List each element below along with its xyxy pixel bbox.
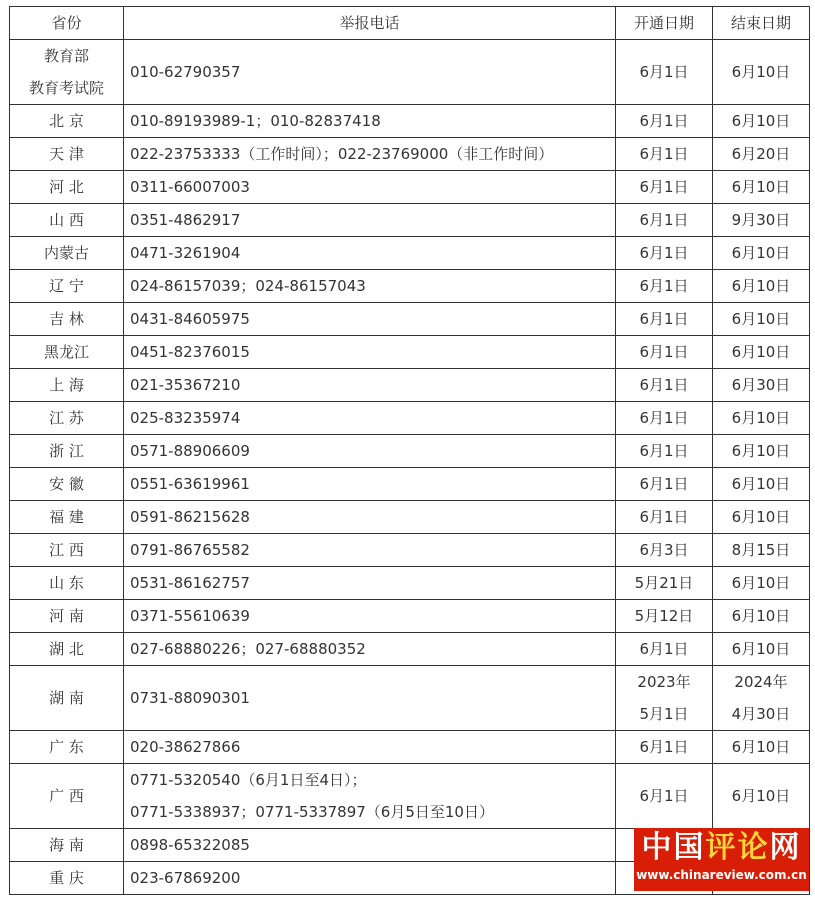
province-cell: 广 西 — [10, 764, 124, 829]
start-date-cell: 6月3日 — [616, 534, 713, 567]
start-date-cell: 6月1日 — [616, 270, 713, 303]
start-date-cell: 6月1日 — [616, 435, 713, 468]
province-cell-line: 教育部 — [43, 47, 89, 65]
table-row — [10, 666, 810, 731]
end-date-cell: 6月20日 — [713, 138, 810, 171]
table-row — [10, 105, 810, 138]
end-date-cell: 6月10日 — [713, 567, 810, 600]
start-date-cell: 6月1日 — [616, 105, 713, 138]
table-row — [10, 402, 810, 435]
end-date-cell — [713, 666, 810, 731]
phone-cell-line: 0771-5320540（6月1日至4日）； — [130, 771, 367, 789]
province-cell: 北 京 — [10, 105, 124, 138]
start-date-cell: 6月1日 — [616, 336, 713, 369]
table-row — [10, 40, 810, 105]
phone-cell: 025-83235974 — [124, 402, 616, 435]
phone-cell: 0351-4862917 — [124, 204, 616, 237]
end-date-cell: 6月30日 — [713, 369, 810, 402]
start-date-cell: 6月1日 — [616, 171, 713, 204]
watermark-url: www.chinareview.com.cn — [636, 868, 807, 882]
start-date-cell: 6月1日 — [616, 369, 713, 402]
table-row — [10, 468, 810, 501]
phone-cell: 021-35367210 — [124, 369, 616, 402]
table-row — [10, 171, 810, 204]
phone-cell: 010-62790357 — [124, 40, 616, 105]
table-row — [10, 303, 810, 336]
phone-cell: 0531-86162757 — [124, 567, 616, 600]
start-date-cell: 6月1日 — [616, 402, 713, 435]
phone-cell: 0731-88090301 — [124, 666, 616, 731]
province-cell: 吉 林 — [10, 303, 124, 336]
header-province: 省份 — [10, 7, 124, 40]
start-date-cell: 6月1日 — [616, 633, 713, 666]
end-date-cell: 6月10日 — [713, 633, 810, 666]
province-cell: 湖 北 — [10, 633, 124, 666]
province-cell: 湖 南 — [10, 666, 124, 731]
table-header-row — [10, 7, 810, 40]
end-date-cell: 6月10日 — [713, 171, 810, 204]
end-date-cell: 6月10日 — [713, 731, 810, 764]
province-cell: 河 北 — [10, 171, 124, 204]
start-date-cell: 6月1日 — [616, 138, 713, 171]
header-end-date: 结束日期 — [713, 7, 810, 40]
phone-cell: 022-23753333（工作时间）；022-23769000（非工作时间） — [124, 138, 616, 171]
province-cell: 内蒙古 — [10, 237, 124, 270]
end-date-cell: 9月30日 — [713, 204, 810, 237]
province-cell: 黑龙江 — [10, 336, 124, 369]
end-date-cell-line: 2024年 — [734, 673, 788, 691]
hotline-table — [9, 6, 810, 895]
province-cell: 河 南 — [10, 600, 124, 633]
end-date-cell: 6月10日 — [713, 435, 810, 468]
start-date-cell: 5月12日 — [616, 600, 713, 633]
table-row — [10, 633, 810, 666]
start-date-cell: 5月21日 — [616, 567, 713, 600]
start-date-cell: 6月1日 — [616, 468, 713, 501]
end-date-cell: 6月10日 — [713, 270, 810, 303]
phone-cell: 0571-88906609 — [124, 435, 616, 468]
phone-cell-line: 0771-5338937；0771-5337897（6月5日至10日） — [130, 803, 494, 821]
end-date-cell: 6月10日 — [713, 764, 810, 829]
start-date-cell — [616, 666, 713, 731]
end-date-cell: 6月10日 — [713, 237, 810, 270]
header-phone: 举报电话 — [124, 7, 616, 40]
table-row — [10, 435, 810, 468]
province-cell: 安 徽 — [10, 468, 124, 501]
start-date-cell: 6月1日 — [616, 764, 713, 829]
end-date-cell-line: 4月30日 — [731, 705, 791, 723]
start-date-cell: 6月1日 — [616, 731, 713, 764]
phone-cell: 0591-86215628 — [124, 501, 616, 534]
phone-cell: 010-89193989-1；010-82837418 — [124, 105, 616, 138]
table-row — [10, 204, 810, 237]
end-date-cell: 6月10日 — [713, 402, 810, 435]
province-cell: 浙 江 — [10, 435, 124, 468]
province-cell: 山 东 — [10, 567, 124, 600]
end-date-cell: 6月10日 — [713, 303, 810, 336]
phone-cell: 024-86157039；024-86157043 — [124, 270, 616, 303]
end-date-cell: 6月10日 — [713, 501, 810, 534]
phone-cell: 027-68880226；027-68880352 — [124, 633, 616, 666]
end-date-cell: 6月10日 — [713, 336, 810, 369]
table-row — [10, 534, 810, 567]
end-date-cell: 6月10日 — [713, 105, 810, 138]
phone-cell: 023-67869200 — [124, 862, 616, 895]
province-cell-line: 教育考试院 — [28, 79, 104, 97]
table-row — [10, 270, 810, 303]
end-date-cell: 8月15日 — [713, 534, 810, 567]
phone-cell: 0551-63619961 — [124, 468, 616, 501]
end-date-cell: 6月10日 — [713, 468, 810, 501]
province-cell: 海 南 — [10, 829, 124, 862]
phone-cell: 0431-84605975 — [124, 303, 616, 336]
table-row — [10, 501, 810, 534]
start-date-cell-line: 5月1日 — [639, 705, 689, 723]
province-cell: 江 苏 — [10, 402, 124, 435]
table-row — [10, 731, 810, 764]
phone-cell: 0898-65322085 — [124, 829, 616, 862]
phone-cell: 0311-66007003 — [124, 171, 616, 204]
province-cell: 山 西 — [10, 204, 124, 237]
phone-cell: 0471-3261904 — [124, 237, 616, 270]
start-date-cell-line: 2023年 — [637, 673, 691, 691]
phone-cell: 0451-82376015 — [124, 336, 616, 369]
end-date-cell: 6月10日 — [713, 40, 810, 105]
header-start-date: 开通日期 — [616, 7, 713, 40]
province-cell — [10, 40, 124, 105]
table-row — [10, 600, 810, 633]
province-cell: 江 西 — [10, 534, 124, 567]
table-row — [10, 369, 810, 402]
start-date-cell: 6月1日 — [616, 40, 713, 105]
end-date-cell: 6月10日 — [713, 600, 810, 633]
table-row — [10, 336, 810, 369]
table-row — [10, 567, 810, 600]
phone-cell — [124, 764, 616, 829]
start-date-cell: 6月1日 — [616, 501, 713, 534]
province-cell: 天 津 — [10, 138, 124, 171]
phone-cell: 020-38627866 — [124, 731, 616, 764]
province-cell: 上 海 — [10, 369, 124, 402]
phone-cell: 0791-86765582 — [124, 534, 616, 567]
phone-cell: 0371-55610639 — [124, 600, 616, 633]
table-row — [10, 237, 810, 270]
province-cell: 辽 宁 — [10, 270, 124, 303]
watermark-site-name: 中国评论网 — [641, 830, 802, 865]
table-row — [10, 138, 810, 171]
start-date-cell: 6月1日 — [616, 204, 713, 237]
site-watermark-logo — [634, 828, 809, 891]
province-cell: 广 东 — [10, 731, 124, 764]
province-cell: 重 庆 — [10, 862, 124, 895]
start-date-cell: 6月1日 — [616, 237, 713, 270]
start-date-cell: 6月1日 — [616, 303, 713, 336]
table-row — [10, 764, 810, 829]
province-cell: 福 建 — [10, 501, 124, 534]
